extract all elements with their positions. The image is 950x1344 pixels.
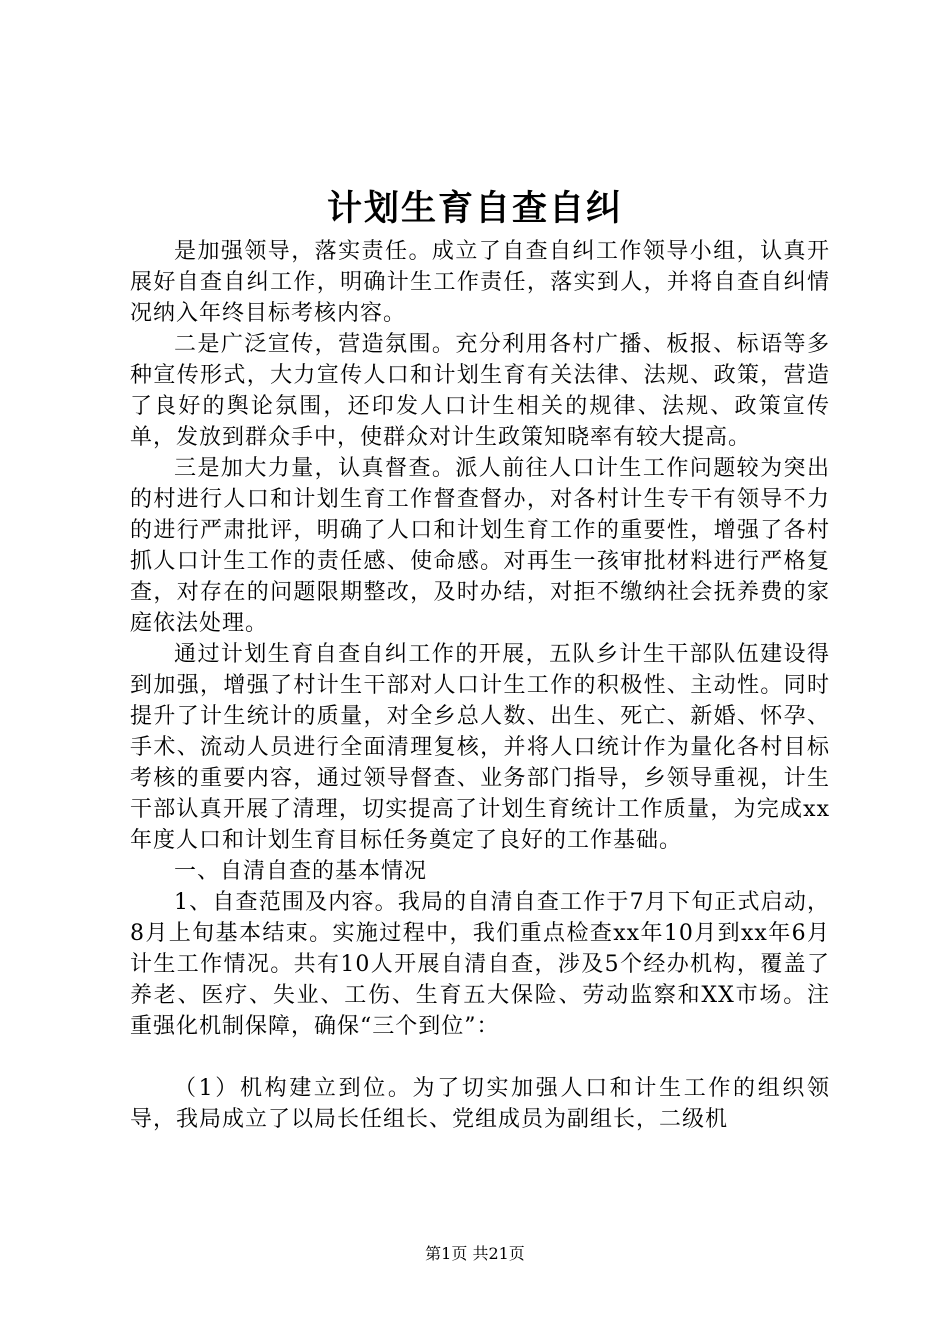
document-title: 计划生育自查自纠: [326, 188, 623, 229]
paragraph-scope: 1、自查范围及内容。我局的自清自查工作于7月下旬正式启动，8月上旬基本结束。实施过程中，我们重点检查xx年10月到xx年6月计生工作情况。共有10人开展自清自查，涉及5个经办机构，覆盖了养老、医疗、失业、工伤、生育五大保险、劳动监察和XX市场。注重强化机制保障，确保“三个到位”：: [130, 890, 830, 1039]
paragraph-supervision: 三是加大力量，认真督查。派人前往人口计生工作问题较为突出的村进行人口和计划生育工作督查督办，对各村计生专干有领导不力的进行严肃批评，明确了人口和计划生育工作的重要性，增强了各村抓人口计生工作的责任感、使命感。对再生一孩审批材料进行严格复查，对存在的问题限期整改，及时办结，对拒不缴纳社会抚养费的家庭依法处理。: [130, 456, 830, 636]
section-heading-basic-situation: 一、自清自查的基本情况: [174, 859, 428, 884]
document-body: [130, 236, 830, 1135]
page-number-footer: 第1页 共21页: [425, 1244, 525, 1263]
paragraph-publicity: 二是广泛宣传，营造氛围。充分利用各村广播、板报、标语等多种宣传形式，大力宣传人口和计划生育有关法律、法规、政策，营造了良好的舆论氛围，还印发人口计生相关的规律、法规、政策宣传单，发放到群众手中，使群众对计生政策知晓率有较大提高。: [130, 332, 830, 450]
paragraph-leadership: 是加强领导，落实责任。成立了自查自纠工作领导小组，认真开展好自查自纠工作，明确计生工作责任，落实到人，并将自查自纠情况纳入年终目标考核内容。: [130, 239, 830, 326]
paragraph-results: 通过计划生育自查自纠工作的开展，五队乡计生干部队伍建设得到加强，增强了村计生干部对人口计生工作的积极性、主动性。同时提升了计生统计的质量，对全乡总人数、出生、死亡、新婚、怀孕、手术、流动人员进行全面清理复核，并将人口统计作为量化各村目标考核的重要内容，通过领导督查、业务部门指导，乡领导重视，计生干部认真开展了清理，切实提高了计划生育统计工作质量，为完成xx年度人口和计划生育目标任务奠定了良好的工作基础。: [130, 642, 830, 853]
paragraph-organization: （1）机构建立到位。为了切实加强人口和计生工作的组织领导，我局成立了以局长任组长、党组成员为副组长，二级机: [130, 1076, 830, 1132]
